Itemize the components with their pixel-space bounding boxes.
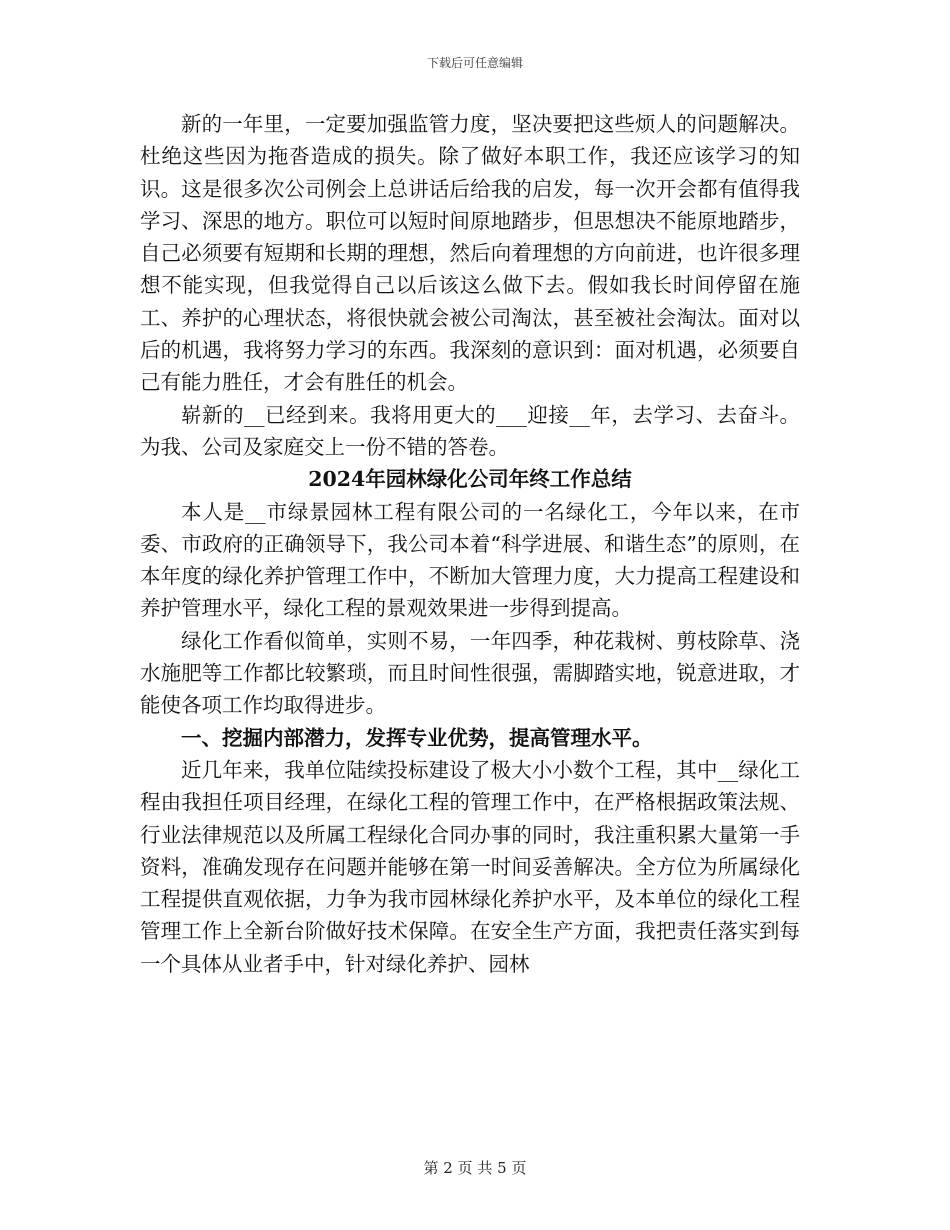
- heading-section-1: 一、挖掘内部潜力，发挥专业优势，提高管理水平。: [181, 725, 653, 750]
- document-body: [140, 108, 800, 980]
- paragraph-greening-work: 绿化工作看似简单，实则不易，一年四季，种花栽树、剪枝除草、浇水施肥等工作都比较繁琐，而且时间性很强，需脚踏实地，锐意进取，才能使各项工作均取得进步。: [140, 628, 800, 718]
- section-title: 2024年园林绿化公司年终工作总结: [308, 467, 632, 492]
- paragraph-closing: 崭新的__已经到来。我将用更大的___迎接__年，去学习、去奋斗。为我、公司及家庭交上一份不错的答卷。: [140, 402, 800, 459]
- page-header: 下载后可任意编辑: [426, 56, 523, 70]
- paragraph-new-year: 新的一年里，一定要加强监管力度，坚决要把这些烦人的问题解决。杜绝这些因为拖沓造成的损失。除了做好本职工作，我还应该学习的知识。这是很多次公司例会上总讲话后给我的启发，每一次开会都有值得我学习、深思的地方。职位可以短时间原地踏步，但思想决不能原地踏步，自己必须要有短期和长期的理想，然后向着理想的方向前进，也许很多理想不能实现，但我觉得自己以后该这么做下去。假如我长时间停留在施工、养护的心理状态，将很快就会被公司淘汰，甚至被社会淘汰。面对以后的机遇，我将努力学习的东西。我深刻的意识到：面对机遇，必须要自己有能力胜任，才会有胜任的机会。: [140, 112, 800, 395]
- paragraph-intro: 本人是__市绿景园林工程有限公司的一名绿化工，今年以来，在市委、市政府的正确领导下，我公司本着“科学进展、和谐生态”的原则，在本年度的绿化养护管理工作中，不断加大管理力度，大力提高工程建设和养护管理水平，绿化工程的景观效果进一步得到提高。: [140, 499, 800, 621]
- page-footer: 第 2 页 共 5 页: [423, 1159, 527, 1177]
- paragraph-projects: 近几年来，我单位陆续投标建设了极大小小数个工程，其中__绿化工程由我担任项目经理，在绿化工程的管理工作中，在严格根据政策法规、行业法律规范以及所属工程绿化合同办事的同时，我注重积累大量第一手资料，准确发现存在问题并能够在第一时间妥善解决。全方位为所属绿化工程提供直观依据，力争为我市园林绿化养护水平，及本单位的绿化工程管理工作上全新台阶做好技术保障。在安全生产方面，我把责任落实到每一个具体从业者手中，针对绿化养护、园林: [140, 757, 800, 976]
